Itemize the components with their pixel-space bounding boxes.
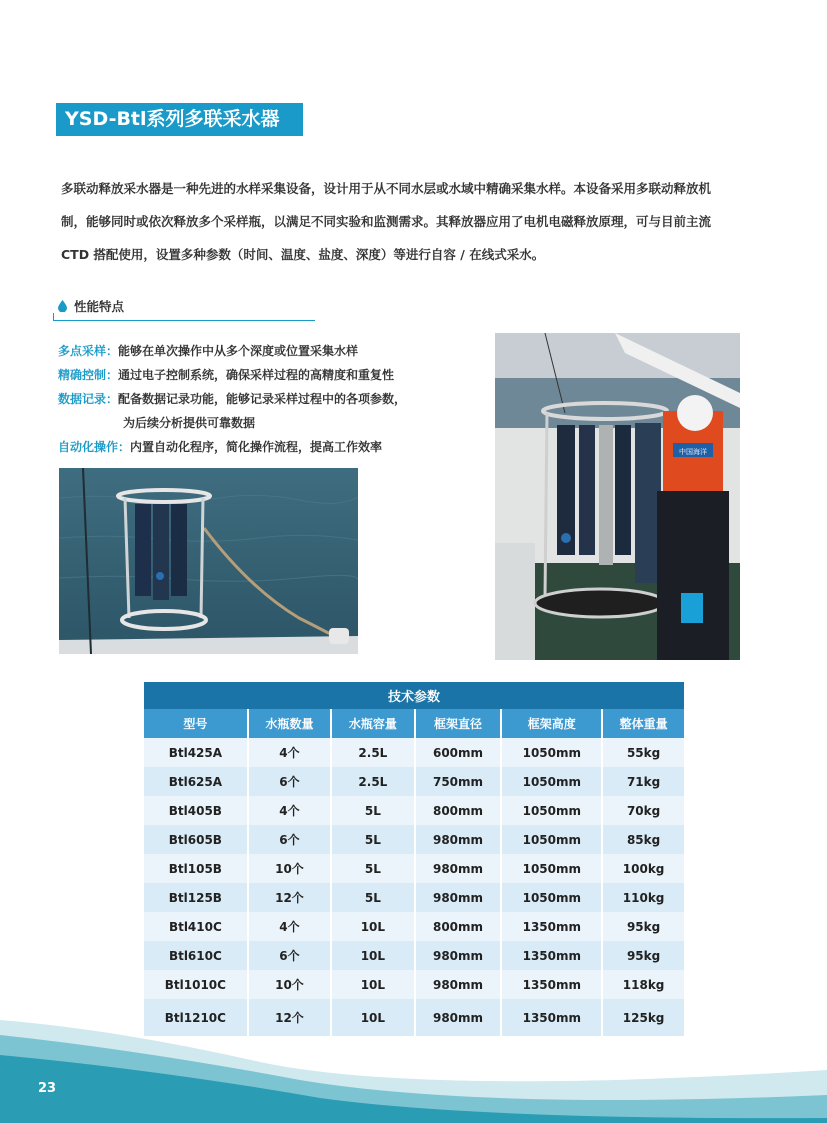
table-row <box>144 854 684 883</box>
page-number: 23 <box>38 1081 57 1096</box>
cell-model: Btl125B <box>144 883 248 912</box>
cell-model: Btl610C <box>144 941 248 970</box>
cell-capacity: 5L <box>331 825 414 854</box>
features-divider <box>53 320 315 321</box>
feature-key: 自动化操作： <box>58 440 131 454</box>
cell-model: Btl405B <box>144 796 248 825</box>
features-heading <box>58 297 124 315</box>
cell-diameter: 800mm <box>415 912 502 941</box>
cell-weight: 71kg <box>602 767 684 796</box>
cell-model: Btl1010C <box>144 970 248 999</box>
col-header: 整体重量 <box>602 709 684 738</box>
feature-text: 为后续分析提供可靠数据 <box>123 416 256 430</box>
cell-capacity: 10L <box>331 912 414 941</box>
page-title: YSD-Btl系列多联采水器 <box>56 103 303 136</box>
table-row <box>144 970 684 999</box>
cell-capacity: 5L <box>331 883 414 912</box>
cell-diameter: 980mm <box>415 999 502 1036</box>
cell-height: 1050mm <box>501 796 602 825</box>
cell-weight: 85kg <box>602 825 684 854</box>
col-header: 框架直径 <box>415 709 502 738</box>
cell-bottles: 6个 <box>248 941 331 970</box>
cell-capacity: 10L <box>331 941 414 970</box>
features-list <box>58 339 468 459</box>
cell-capacity: 2.5L <box>331 767 414 796</box>
feature-item <box>58 363 468 387</box>
cell-weight: 118kg <box>602 970 684 999</box>
cell-diameter: 980mm <box>415 854 502 883</box>
table-header-row <box>144 709 684 738</box>
cell-model: Btl105B <box>144 854 248 883</box>
cell-bottles: 6个 <box>248 767 331 796</box>
feature-item-continuation <box>58 411 468 435</box>
cell-bottles: 12个 <box>248 999 331 1036</box>
cell-weight: 100kg <box>602 854 684 883</box>
cell-capacity: 5L <box>331 854 414 883</box>
cell-height: 1050mm <box>501 738 602 767</box>
cell-capacity: 2.5L <box>331 738 414 767</box>
feature-text: 能够在单次操作中从多个深度或位置采集水样 <box>118 344 359 358</box>
cell-diameter: 750mm <box>415 767 502 796</box>
features-heading-label: 性能特点 <box>74 299 125 314</box>
cell-bottles: 10个 <box>248 970 331 999</box>
col-header: 水瓶数量 <box>248 709 331 738</box>
cell-bottles: 10个 <box>248 854 331 883</box>
feature-item <box>58 387 468 411</box>
feature-item <box>58 339 468 363</box>
sampler-on-deck-photo <box>495 333 740 660</box>
feature-key: 数据记录： <box>58 392 119 406</box>
cell-height: 1350mm <box>501 999 602 1036</box>
water-drop-icon <box>58 300 67 312</box>
table-row <box>144 883 684 912</box>
cell-model: Btl625A <box>144 767 248 796</box>
cell-bottles: 12个 <box>248 883 331 912</box>
table-row <box>144 767 684 796</box>
cell-height: 1350mm <box>501 912 602 941</box>
cell-model: Btl425A <box>144 738 248 767</box>
cell-diameter: 600mm <box>415 738 502 767</box>
cell-diameter: 980mm <box>415 970 502 999</box>
cell-capacity: 5L <box>331 796 414 825</box>
cell-diameter: 800mm <box>415 796 502 825</box>
feature-item <box>58 435 468 459</box>
cell-height: 1050mm <box>501 883 602 912</box>
cell-capacity: 10L <box>331 999 414 1036</box>
cell-bottles: 4个 <box>248 912 331 941</box>
col-header: 水瓶容量 <box>331 709 414 738</box>
vest-text: 中国海洋 <box>679 448 707 456</box>
feature-text: 配备数据记录功能，能够记录采样过程中的各项参数， <box>118 392 407 406</box>
intro-paragraph <box>61 172 773 271</box>
cell-capacity: 10L <box>331 970 414 999</box>
cell-weight: 125kg <box>602 999 684 1036</box>
footer-wave-decoration <box>0 1000 827 1123</box>
cell-weight: 95kg <box>602 912 684 941</box>
feature-text: 通过电子控制系统，确保采样过程的高精度和重复性 <box>118 368 395 382</box>
cell-height: 1050mm <box>501 854 602 883</box>
table-caption: 技术参数 <box>144 682 684 709</box>
cell-weight: 110kg <box>602 883 684 912</box>
spec-table <box>144 682 684 1036</box>
col-header: 型号 <box>144 709 248 738</box>
cell-bottles: 6个 <box>248 825 331 854</box>
cell-height: 1050mm <box>501 767 602 796</box>
cell-model: Btl1210C <box>144 999 248 1036</box>
cell-diameter: 980mm <box>415 883 502 912</box>
cell-height: 1050mm <box>501 825 602 854</box>
feature-key: 多点采样： <box>58 344 119 358</box>
feature-key: 精确控制： <box>58 368 119 382</box>
cell-bottles: 4个 <box>248 796 331 825</box>
intro-line-3: CTD 搭配使用，设置多种参数（时间、温度、盐度、深度）等进行自容 / 在线式采水。 <box>61 247 545 262</box>
cell-height: 1350mm <box>501 970 602 999</box>
intro-line-2: 制，能够同时或依次释放多个采样瓶，以满足不同实验和监测需求。其释放器应用了电机电磁释放原理，可与目前主流 <box>61 214 712 229</box>
cell-diameter: 980mm <box>415 825 502 854</box>
cell-model: Btl605B <box>144 825 248 854</box>
table-row <box>144 738 684 767</box>
cell-model: Btl410C <box>144 912 248 941</box>
cell-bottles: 4个 <box>248 738 331 767</box>
sampler-in-water-photo <box>59 468 358 654</box>
table-row <box>144 825 684 854</box>
col-header: 框架高度 <box>501 709 602 738</box>
cell-weight: 55kg <box>602 738 684 767</box>
cell-weight: 95kg <box>602 941 684 970</box>
table-row <box>144 796 684 825</box>
feature-text: 内置自动化程序，简化操作流程，提高工作效率 <box>130 440 383 454</box>
table-row <box>144 941 684 970</box>
intro-line-1: 多联动释放采水器是一种先进的水样采集设备，设计用于从不同水层或水域中精确采集水样。本设备采用多联动释放机 <box>61 181 712 196</box>
cell-weight: 70kg <box>602 796 684 825</box>
cell-height: 1350mm <box>501 941 602 970</box>
table-row <box>144 912 684 941</box>
cell-diameter: 980mm <box>415 941 502 970</box>
